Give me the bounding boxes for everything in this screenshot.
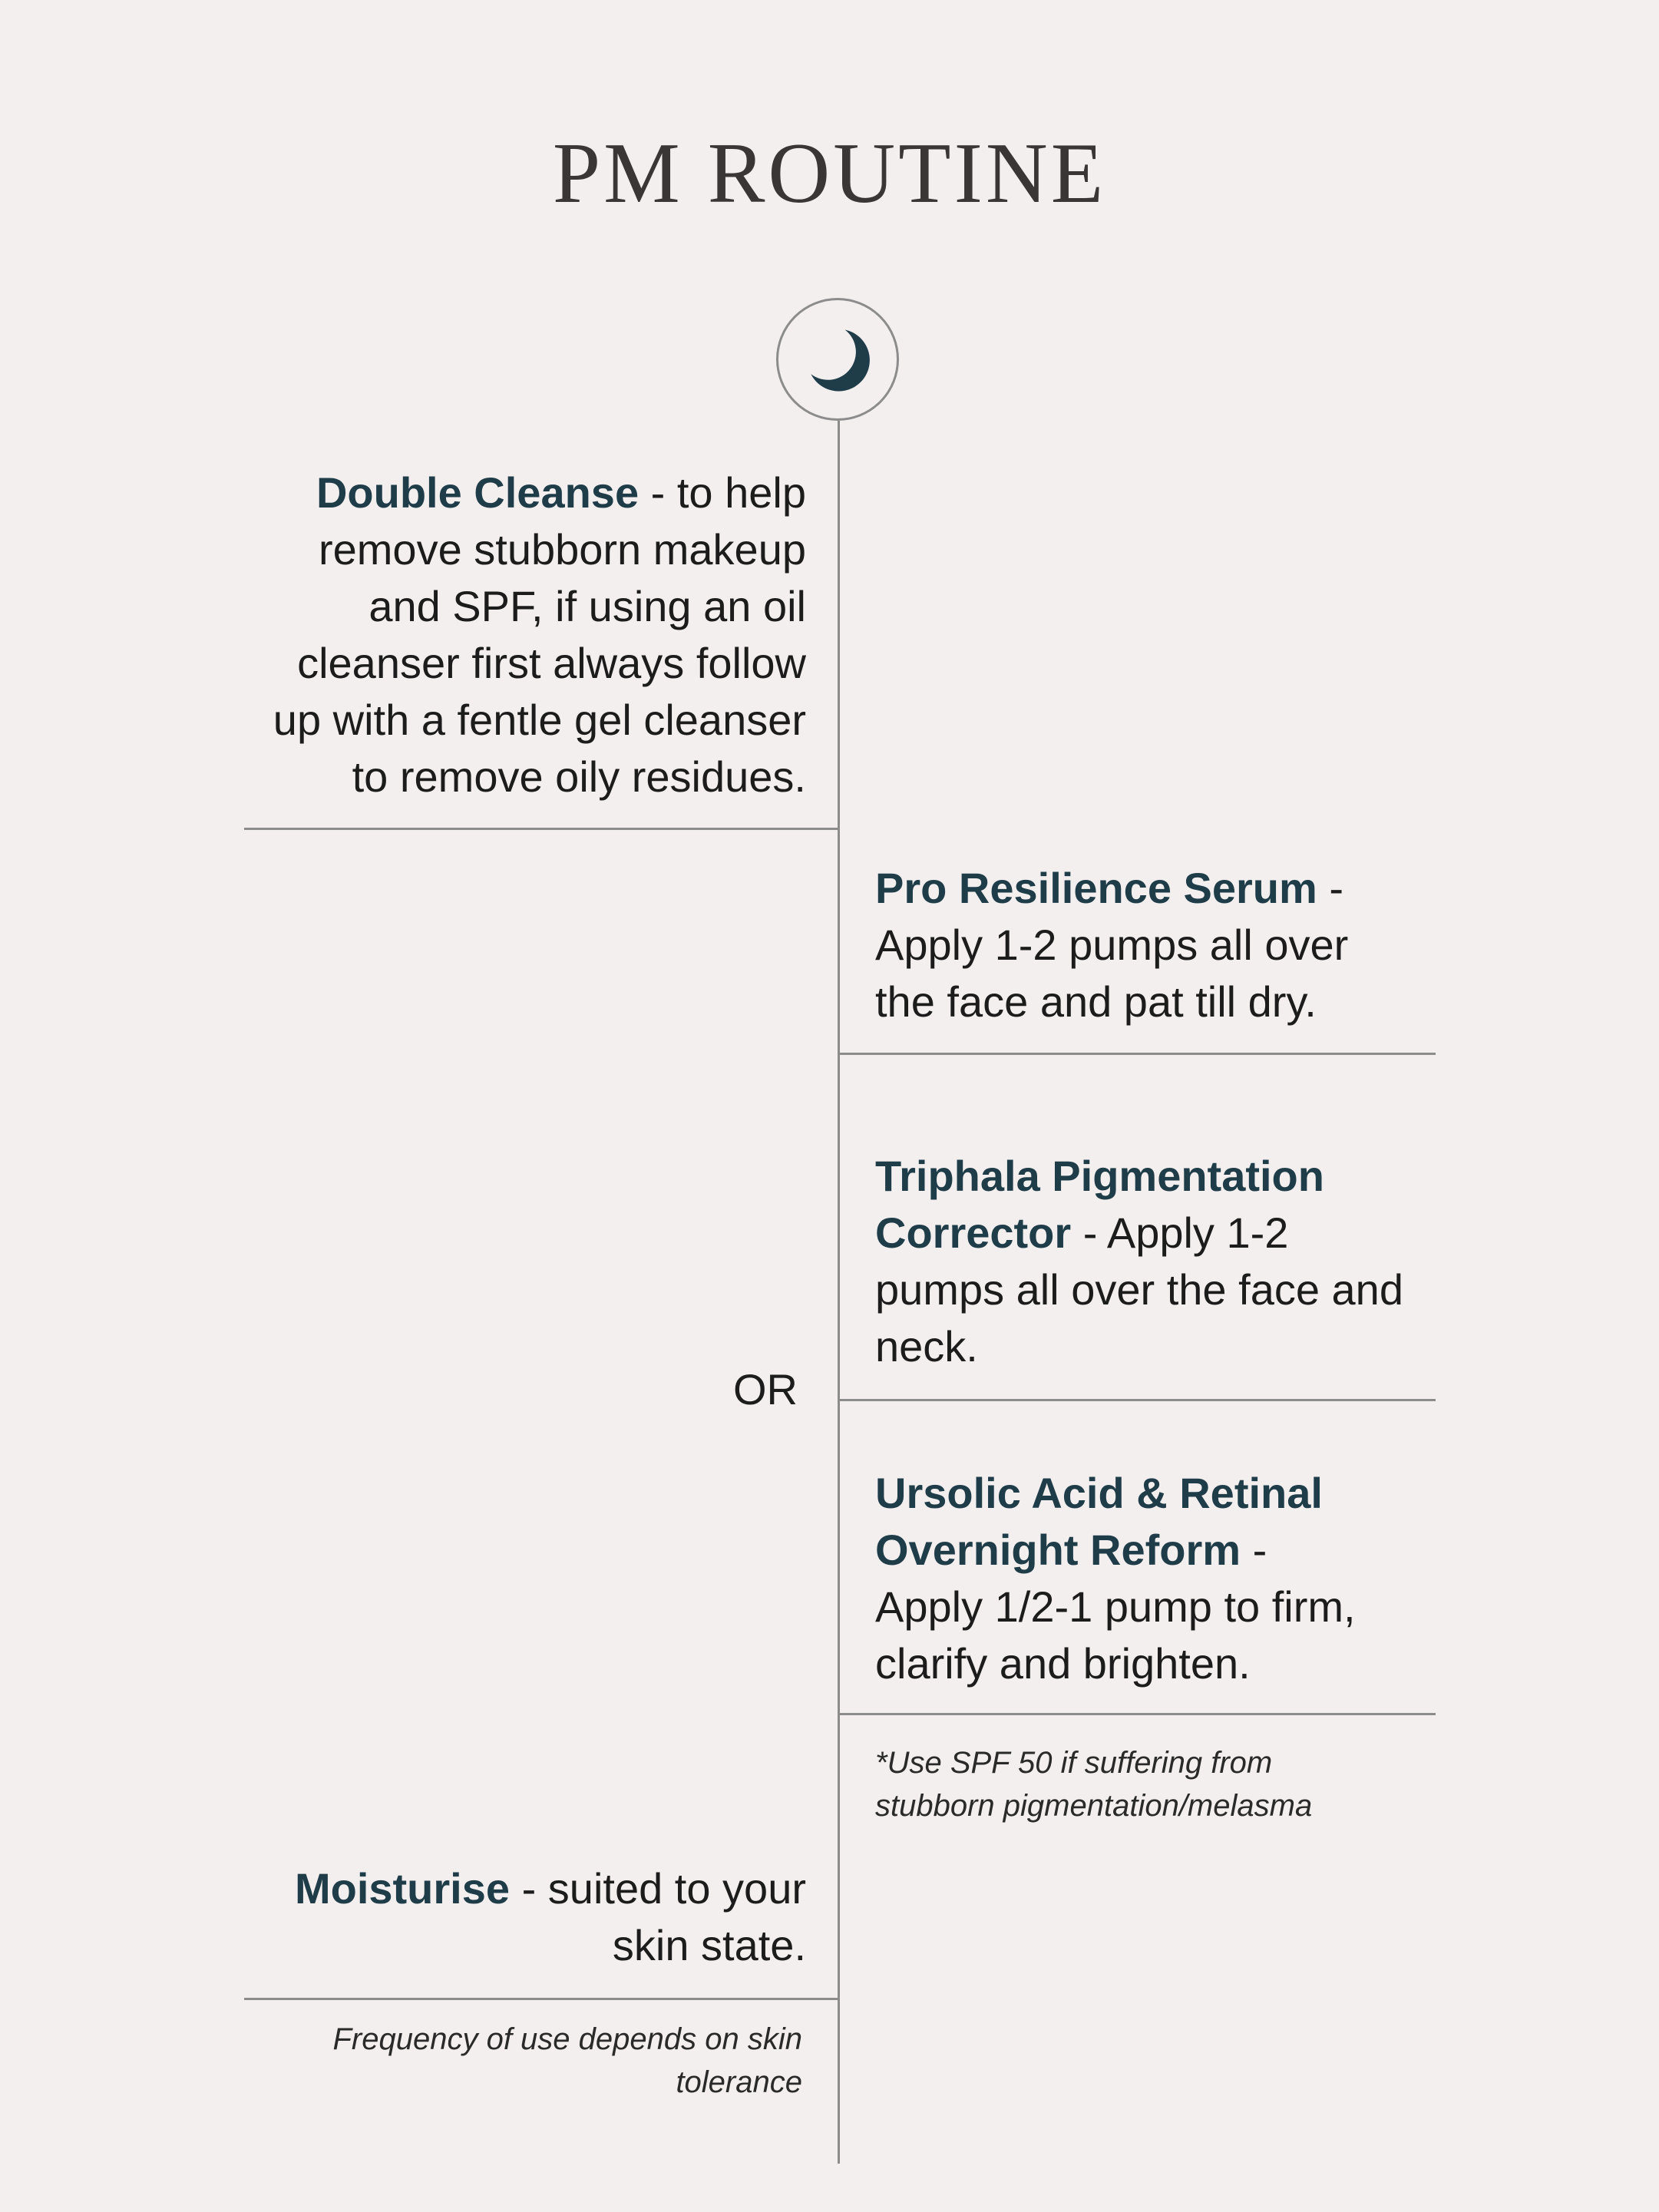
- divider: [244, 828, 839, 830]
- frequency-note: Frequency of use depends on skin tolerance: [332, 2022, 802, 2099]
- moon-badge: [776, 298, 899, 421]
- divider: [838, 1713, 1436, 1715]
- divider: [244, 1998, 839, 2000]
- or-label: OR: [733, 1365, 798, 1413]
- double-cleanse-text: Double Cleanse - to help remove stubborn makeup and SPF, if using an oil cleanser first always follow up with a fentle gel cleanser to remove oily residues.: [273, 468, 806, 801]
- moisturise-text: Moisturise - suited to your skin state.: [294, 1864, 806, 1969]
- ursolic-text: Ursolic Acid & Retinal Overnight Reform - Apply 1/2-1 pump to firm, clarify and brighten.: [875, 1465, 1459, 1692]
- moon-icon: [778, 300, 897, 418]
- double-cleanse-title: Double Cleanse: [316, 468, 639, 517]
- page-title: PM ROUTINE: [552, 126, 1107, 221]
- serum-text: Pro Resilience Serum - Apply 1-2 pumps all over the face and pat till dry.: [875, 864, 1349, 1026]
- serum-title: Pro Resilience Serum: [875, 864, 1317, 912]
- triphala-title: Triphala Pigmentation: [875, 1152, 1324, 1200]
- divider: [838, 1053, 1436, 1055]
- divider: [838, 1399, 1436, 1401]
- spf-note: *Use SPF 50 if suffering from stubborn pigmentation/melasma: [875, 1746, 1313, 1823]
- timeline-line: [838, 421, 840, 2164]
- ursolic-title: Ursolic Acid & Retinal: [875, 1469, 1323, 1517]
- triphala-text: Triphala Pigmentation Corrector - Apply 1-2 pumps all over the face and neck.: [875, 1148, 1459, 1375]
- moisturise-title: Moisturise: [294, 1864, 511, 1913]
